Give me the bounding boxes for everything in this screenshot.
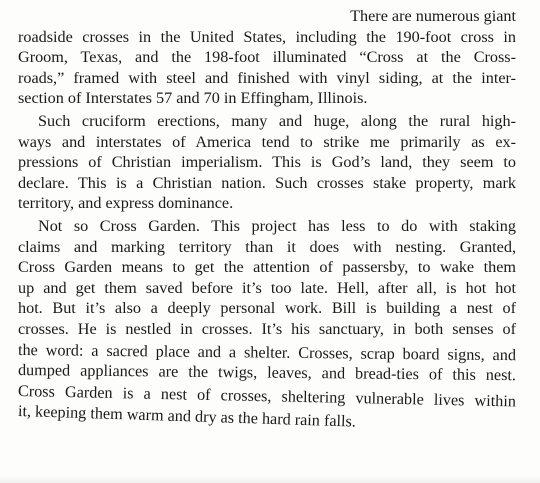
text-line: Groom, Texas, and the 198-foot illuminated “Cross at the Cross-: [18, 48, 516, 67]
body-text: [17, 6, 517, 431]
text-line: the word: a sacred place and a shelter. Crosses, scrap board signs, and: [17, 340, 517, 364]
text-line: territory, and express dominance.: [18, 194, 234, 213]
text-line: section of Interstates 57 and 70 in Effingham, Illinois.: [18, 89, 368, 108]
paragraph-1: [18, 6, 516, 109]
text-line: crosses. He is nestled in crosses. It’s his sanctuary, in both senses of: [18, 319, 516, 338]
text-line: pressions of Christian imperialism. This is God’s land, they seem to: [18, 153, 516, 172]
text-line: Such cruciform erections, many and huge, along the rural high-: [38, 111, 516, 130]
text-line: up and get them saved before it’s too late. Hell, after all, is hot hot: [18, 278, 516, 297]
text-line: Cross Garden is a nest of crosses, sheltering vulnerable lives within: [17, 381, 517, 411]
text-line: ways and interstates of America tend to strike me primarily as ex-: [18, 132, 516, 151]
text-line: roadside crosses in the United States, including the 190-foot cross in: [18, 27, 516, 46]
text-line: claims and marking territory than it does with nesting. Granted,: [18, 237, 516, 256]
text-line: There are numerous giant: [350, 7, 516, 25]
text-line: hot. But it’s also a deeply personal work. Bill is building a nest of: [18, 299, 516, 318]
text-line: Not so Cross Garden. This project has less to do with staking: [38, 216, 516, 235]
text-line: it, keeping them warm and dry as the hard rain falls.: [17, 402, 357, 431]
paragraph-3: [17, 216, 517, 431]
paragraph-2: [18, 111, 516, 214]
text-line: declare. This is a Christian nation. Such crosses stake property, mark: [18, 173, 516, 192]
page-edge-shadow: [0, 475, 540, 483]
text-line: dumped appliances are the twigs, leaves, and bread-ties of this nest.: [17, 361, 517, 385]
text-line: Cross Garden means to get the attention of passersby, to wake them: [18, 258, 516, 277]
text-line: roads,” framed with steel and finished with vinyl siding, at the inter-: [18, 68, 516, 87]
